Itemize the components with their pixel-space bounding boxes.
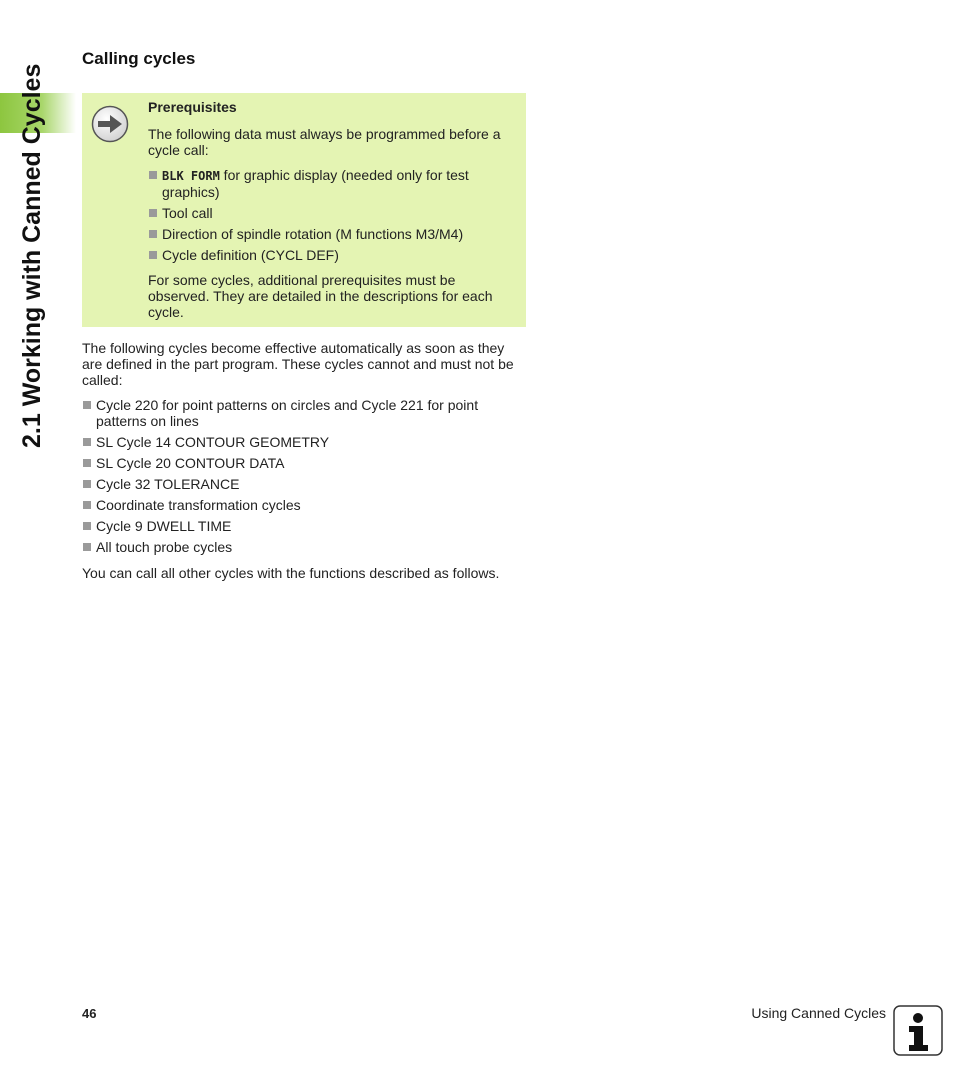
prerequisites-note: For some cycles, additional prerequisites must be observed. They are detailed in the descriptions for each cycle.	[148, 272, 493, 320]
list-item-text: Cycle 220 for point patterns on circles and Cycle 221 for point patterns on lines	[96, 397, 479, 429]
body-intro: The following cycles become effective automatically as soon as they are defined in the part program. These cycles cannot and must not be called:	[82, 340, 514, 388]
prerequisites-box	[82, 93, 526, 327]
prerequisites-list	[148, 167, 518, 263]
bullet-square-icon	[83, 401, 91, 409]
list-item-text: for graphic display (needed only for test graphics)	[162, 167, 469, 200]
list-item	[148, 247, 518, 263]
bullet-square-icon	[149, 171, 157, 179]
list-item	[82, 476, 527, 492]
bullet-square-icon	[149, 251, 157, 259]
page-number: 46	[82, 1006, 97, 1021]
bullet-square-icon	[83, 438, 91, 446]
auto-cycles-list	[82, 397, 527, 555]
prerequisites-intro: The following data must always be programmed before a cycle call:	[148, 126, 501, 158]
list-item-text: Cycle definition (CYCL DEF)	[162, 247, 339, 263]
bullet-square-icon	[149, 230, 157, 238]
section-heading: Calling cycles	[82, 49, 196, 68]
footer-title: Using Canned Cycles	[751, 1005, 886, 1021]
list-item	[148, 226, 518, 242]
list-item	[82, 434, 527, 450]
list-item	[148, 205, 518, 221]
code-keyword: BLK FORM	[162, 169, 220, 183]
list-item-text: Tool call	[162, 205, 213, 221]
list-item	[82, 455, 527, 471]
list-item-text: SL Cycle 20 CONTOUR DATA	[96, 455, 285, 471]
info-icon	[893, 1005, 943, 1056]
prerequisites-content	[148, 99, 518, 320]
list-item-text: Cycle 9 DWELL TIME	[96, 518, 232, 534]
bullet-square-icon	[83, 501, 91, 509]
list-item-text: Cycle 32 TOLERANCE	[96, 476, 240, 492]
list-item	[82, 539, 527, 555]
bullet-square-icon	[83, 459, 91, 467]
prerequisites-title: Prerequisites	[148, 99, 237, 115]
bullet-square-icon	[149, 209, 157, 217]
list-item	[148, 167, 518, 200]
main-content	[82, 340, 527, 581]
bullet-square-icon	[83, 543, 91, 551]
list-item-text: Direction of spindle rotation (M functions M3/M4)	[162, 226, 464, 242]
list-item	[82, 397, 527, 429]
arrow-right-circle-icon	[91, 105, 129, 143]
list-item-text: SL Cycle 14 CONTOUR GEOMETRY	[96, 434, 330, 450]
list-item	[82, 518, 527, 534]
list-item	[82, 497, 527, 513]
list-item-text: All touch probe cycles	[96, 539, 233, 555]
list-item-text: Coordinate transformation cycles	[96, 497, 301, 513]
body-outro: You can call all other cycles with the functions described as follows.	[82, 565, 500, 581]
bullet-square-icon	[83, 480, 91, 488]
chapter-side-title: 2.1 Working with Canned Cycles	[18, 63, 46, 448]
bullet-square-icon	[83, 522, 91, 530]
